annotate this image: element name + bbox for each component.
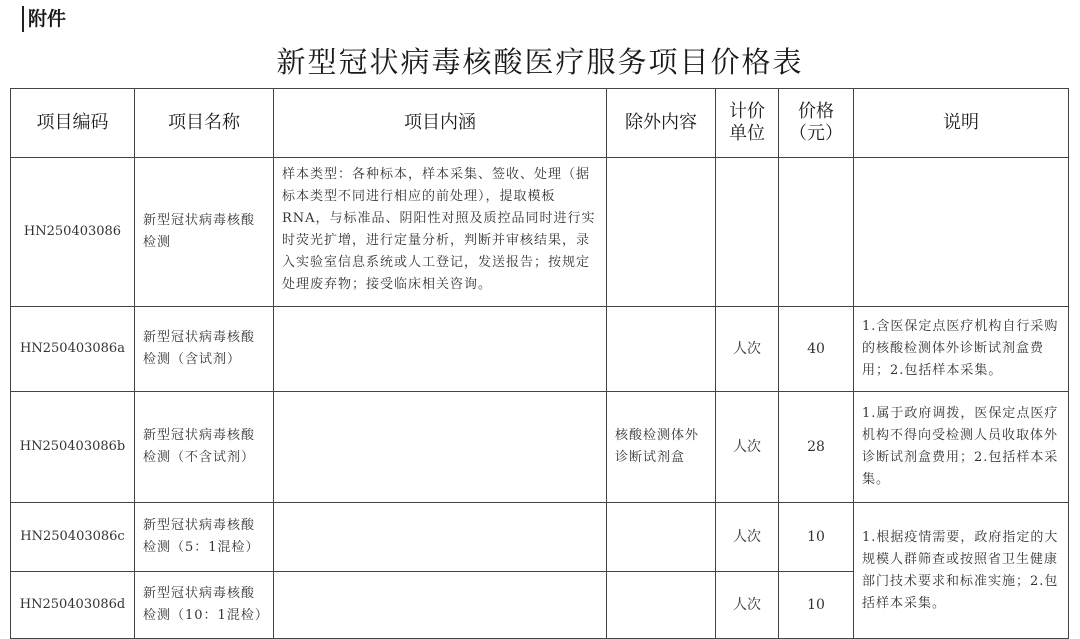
col-header-unit [716, 89, 779, 158]
cell-content [274, 392, 607, 503]
cell-unit: 人次 [716, 392, 779, 503]
cell-name: 新型冠状病毒核酸检测（不含试剂） [135, 392, 274, 503]
col-header-price-line1: 价格 [798, 101, 834, 122]
cell-unit: 人次 [716, 572, 779, 639]
cell-price [779, 158, 854, 307]
cell-price: 10 [779, 503, 854, 572]
cell-unit: 人次 [716, 307, 779, 392]
cell-content: 样本类型：各种标本，样本采集、签收、处理（据标本类型不同进行相应的前处理），提取模板RNA，与标准品、阴阳性对照及质控品同时进行实时荧光扩增，进行定量分析，判断并审核结果，录入实验室信息系统或人工登记，发送报告；按规定处理废弃物；接受临床相关咨询。 [274, 158, 607, 307]
price-table [10, 88, 1069, 639]
cell-content [274, 307, 607, 392]
table-row [11, 307, 1069, 392]
cell-code: HN250403086b [11, 392, 135, 503]
cell-price: 40 [779, 307, 854, 392]
cell-code: HN250403086a [11, 307, 135, 392]
cell-code: HN250403086c [11, 503, 135, 572]
cell-code: HN250403086d [11, 572, 135, 639]
cell-exclusion: 核酸检测体外诊断试剂盒 [607, 392, 716, 503]
cell-note: 1.属于政府调拨，医保定点医疗机构不得向受检测人员收取体外诊断试剂盒费用；2.包括样本采集。 [854, 392, 1069, 503]
cell-exclusion [607, 158, 716, 307]
col-header-price [779, 89, 854, 158]
cell-content [274, 572, 607, 639]
cell-name: 新型冠状病毒核酸检测（5：1混检） [135, 503, 274, 572]
cell-exclusion [607, 307, 716, 392]
cell-price: 10 [779, 572, 854, 639]
table-row [11, 392, 1069, 503]
col-header-code: 项目编码 [11, 89, 135, 158]
cell-exclusion [607, 572, 716, 639]
cell-name: 新型冠状病毒核酸检测 [135, 158, 274, 307]
col-header-content: 项目内涵 [274, 89, 607, 158]
cell-note: 1.含医保定点医疗机构自行采购的核酸检测体外诊断试剂盒费用；2.包括样本采集。 [854, 307, 1069, 392]
col-header-unit-line1: 计价 [729, 101, 765, 122]
col-header-name: 项目名称 [135, 89, 274, 158]
cell-note [854, 158, 1069, 307]
page-title: 新型冠状病毒核酸医疗服务项目价格表 [276, 45, 804, 79]
cell-note: 1.根据疫情需要，政府指定的大规模人群筛查或按照省卫生健康部门技术要求和标准实施；2.包括样本采集。 [854, 503, 1069, 639]
col-header-note: 说明 [854, 89, 1069, 158]
col-header-unit-line2: 单位 [729, 123, 765, 144]
table-header-row [11, 89, 1069, 158]
cell-name: 新型冠状病毒核酸检测（10：1混检） [135, 572, 274, 639]
table-row [11, 503, 1069, 572]
col-header-exclusion: 除外内容 [607, 89, 716, 158]
table-row [11, 158, 1069, 307]
cell-price: 28 [779, 392, 854, 503]
col-header-price-line2: （元） [789, 123, 843, 144]
cell-exclusion [607, 503, 716, 572]
attachment-label: 附件 [22, 6, 66, 32]
cell-name: 新型冠状病毒核酸检测（含试剂） [135, 307, 274, 392]
cell-unit: 人次 [716, 503, 779, 572]
cell-content [274, 503, 607, 572]
cell-code: HN250403086 [11, 158, 135, 307]
cell-unit [716, 158, 779, 307]
